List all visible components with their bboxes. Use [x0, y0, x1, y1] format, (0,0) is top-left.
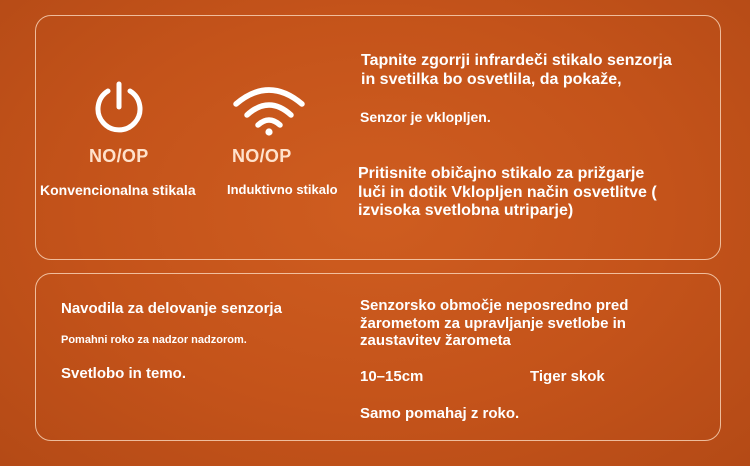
wifi-icon: [231, 82, 307, 136]
power-icon: [91, 80, 147, 136]
tiger-jump-text: Tiger skok: [530, 368, 605, 385]
conventional-mode-label: NO/OP: [89, 146, 149, 166]
sensor-range-text: 10–15cm: [360, 368, 424, 385]
inductive-switch-label: Induktivno stikalo: [227, 182, 338, 197]
wave-hand-note: Samo pomahaj z roko.: [360, 405, 520, 422]
inductive-mode-label: NO/OP: [232, 146, 292, 166]
press-switch-instruction-text: Pritisnite običajno stikalo za prižgarje luči in dotik Vklopljen način osvetlitve ( izvisoka svetlobna utriparje): [358, 165, 657, 219]
conventional-switch-label: Konvencionalna stikala: [40, 182, 196, 198]
light-dark-note: Svetlobo in temo.: [61, 365, 187, 382]
wave-hand-subtitle: Pomahni roko za nadzor nadzorom.: [61, 334, 247, 346]
sensor-on-text: Senzor je vklopljen.: [360, 109, 491, 125]
sensor-instructions-title: Navodila za delovanje senzorja: [61, 300, 282, 317]
sensor-area-text: Senzorsko območje neposredno pred žarometom za upravljanje svetlobe in zaustavitev žarometa: [360, 297, 629, 349]
tap-instruction-text: Tapnite zgorrji infrardeči stikalo senzorja in svetilka bo osvetlila, da pokaže,: [361, 52, 672, 88]
